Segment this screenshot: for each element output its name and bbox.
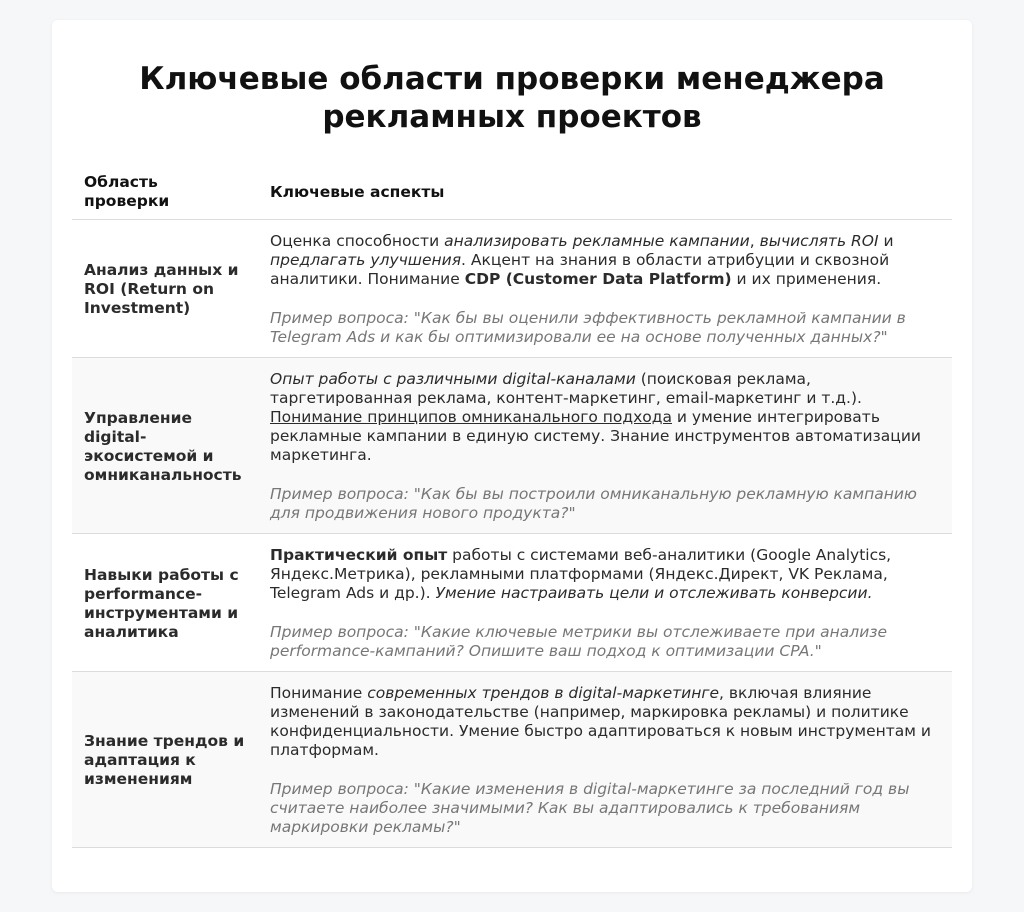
aspect-segment: вычислять ROI	[759, 232, 879, 250]
aspect-segment: Понимание принципов омниканального подхода	[270, 408, 672, 426]
page-title: Ключевые области проверки менеджера рекламных проектов	[139, 61, 885, 135]
example-question: Пример вопроса: "Как бы вы оценили эффективность рекламной кампании в Telegram Ads и как бы оптимизировали ее на основе полученных данных?"	[270, 309, 906, 346]
area-cell: Анализ данных и ROI (Return on Investment)	[72, 220, 258, 358]
aspect-segment: и умение интегрировать рекламные кампании в единую систему. Знание инструментов автоматизации маркетинга.	[270, 408, 921, 464]
content-card	[52, 20, 972, 892]
aspect-segment: современных трендов в digital-маркетинге	[367, 684, 720, 702]
aspect-segment: CDP (Customer Data Platform)	[464, 270, 732, 288]
example-question: Пример вопроса: "Какие изменения в digital-маркетинге за последний год вы считаете наиболее значимыми? Как вы адаптировались к требованиям маркировки рекламы?"	[270, 780, 910, 836]
aspect-segment: , включая влияние изменений в законодательстве (например, маркировка рекламы) и политике конфиденциальности. Умение быстро адаптироваться к новым инструментам и платформам.	[270, 684, 931, 759]
area-cell: Навыки работы с performance-инструментами и аналитика	[72, 534, 258, 672]
aspects-text	[270, 370, 921, 464]
aspect-segment: Оценка способности	[270, 232, 445, 250]
aspect-segment: и их применения.	[731, 270, 882, 288]
aspects-cell	[258, 672, 952, 848]
aspects-cell	[258, 220, 952, 358]
area-cell: Знание трендов и адаптация к изменениям	[72, 672, 258, 848]
example-question: Пример вопроса: "Какие ключевые метрики вы отслеживаете при анализе performance-кампаний? Опишите ваш подход к оптимизации CPA."	[270, 623, 888, 660]
aspects-text	[270, 546, 891, 602]
aspect-segment: Опыт работы с различными digital-каналами	[270, 370, 636, 388]
table-row	[72, 358, 952, 534]
aspects-cell	[258, 358, 952, 534]
aspect-segment: Практический опыт	[270, 546, 448, 564]
aspects-text	[270, 684, 931, 759]
aspect-segment: (поисковая реклама, таргетированная реклама, контент-маркетинг, email-маркетинг и т.д.).	[270, 370, 862, 407]
aspect-segment: Понимание	[270, 684, 368, 702]
column-header-aspects: Ключевые аспекты	[258, 165, 952, 220]
column-header-area: Область проверки	[72, 165, 258, 220]
table-row	[72, 534, 952, 672]
aspects-cell	[258, 534, 952, 672]
table-row	[72, 220, 952, 358]
area-cell: Управление digital-экосистемой и омниканальность	[72, 358, 258, 534]
aspect-segment: и	[878, 232, 894, 250]
aspect-segment: работы с системами веб-аналитики (Google Analytics, Яндекс.Метрика), рекламными платформами (Яндекс.Директ, VK Реклама, Telegram Ads и др.).	[270, 546, 892, 602]
aspect-segment: анализировать рекламные кампании	[444, 232, 750, 250]
aspects-text	[270, 232, 894, 288]
aspect-segment: . Акцент на знания в области атрибуции и сквозной аналитики. Понимание	[270, 251, 890, 288]
review-areas-table	[72, 165, 952, 848]
example-question: Пример вопроса: "Как бы вы построили омниканальную рекламную кампанию для продвижения нового продукта?"	[270, 485, 917, 522]
aspect-segment: Умение настраивать цели и отслеживать конверсии.	[435, 584, 873, 602]
aspect-segment: предлагать улучшения	[270, 251, 462, 269]
table-row	[72, 672, 952, 848]
aspect-segment: ,	[749, 232, 760, 250]
table-header-row	[72, 165, 952, 220]
